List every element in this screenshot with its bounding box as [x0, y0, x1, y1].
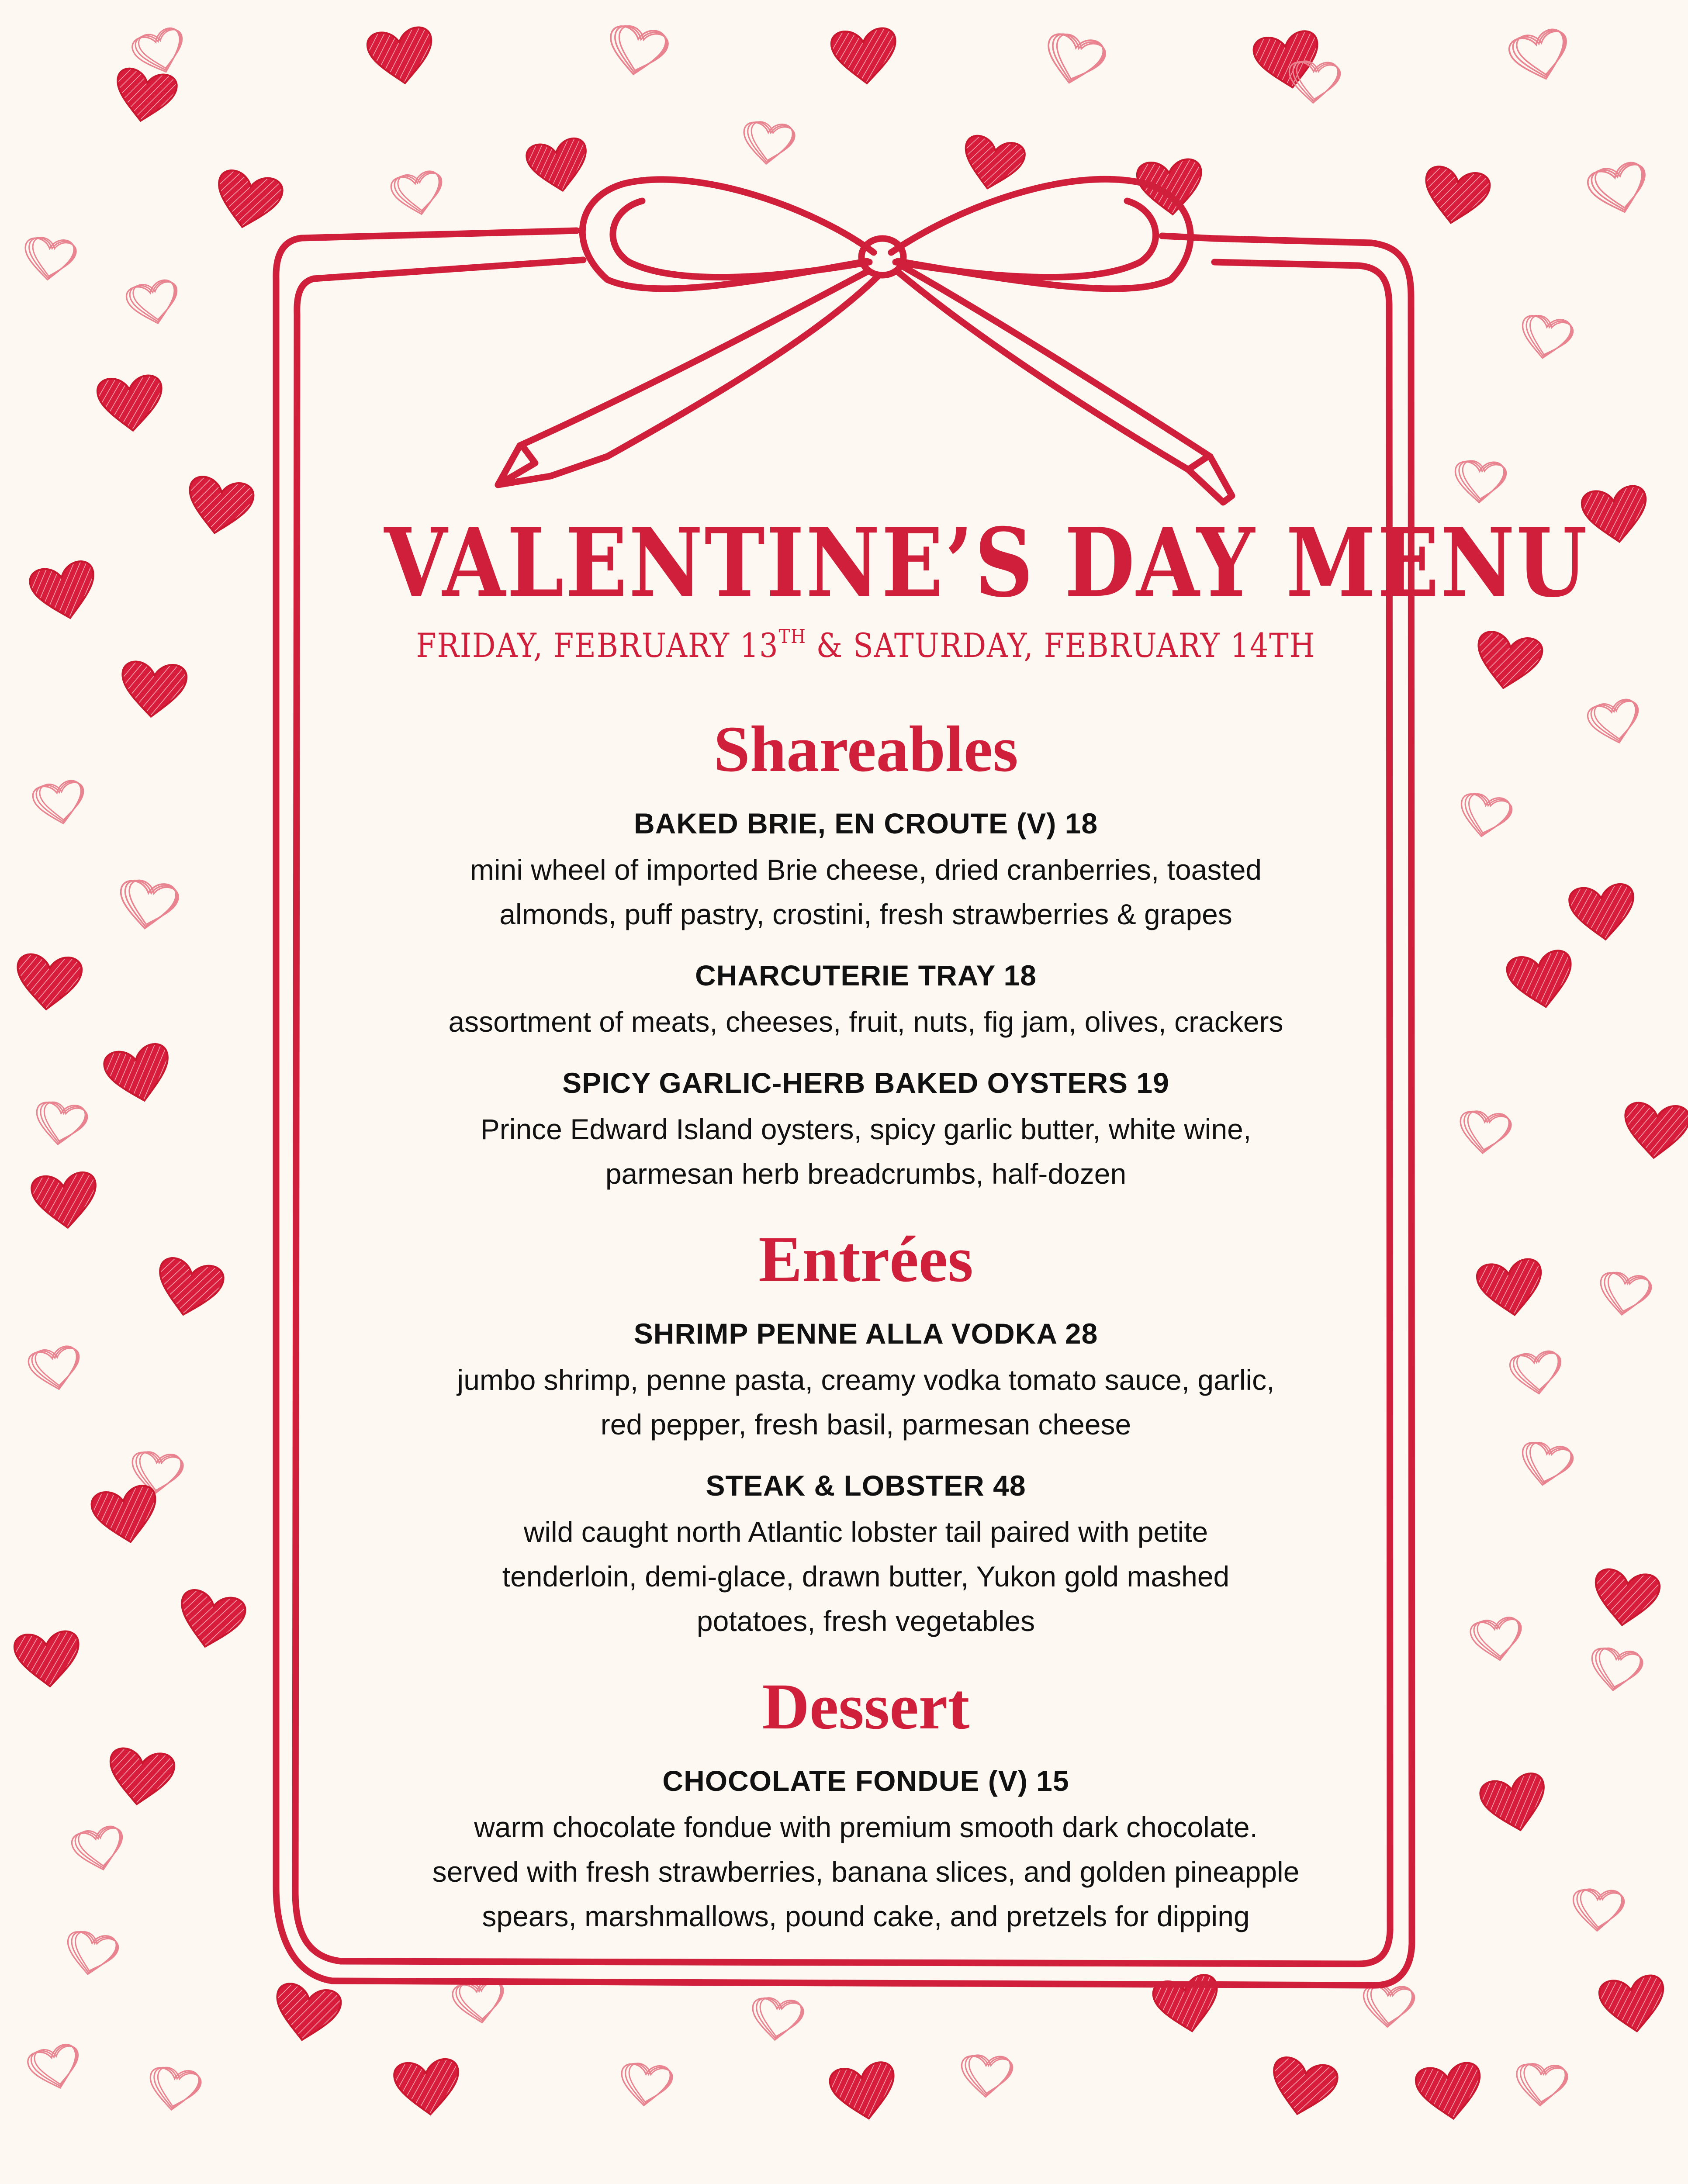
heart-icon — [739, 118, 797, 169]
heart-icon — [1586, 1644, 1645, 1697]
heart-icon — [174, 1588, 248, 1653]
heart-icon — [119, 660, 187, 719]
heart-icon — [603, 21, 671, 82]
heart-icon — [61, 1927, 121, 1981]
heart-icon — [1515, 1438, 1576, 1492]
menu-item-steak-lobster — [306, 1471, 1426, 1643]
menu-item-shrimp-penne — [306, 1319, 1426, 1447]
heart-icon — [389, 169, 446, 220]
item-description-line: tenderloin, demi-glace, drawn butter, Yukon gold mashed — [502, 1560, 1230, 1593]
item-description-line: mini wheel of imported Brie cheese, dried cranberries, toasted — [470, 854, 1262, 886]
heart-icon — [958, 134, 1027, 195]
heart-icon — [617, 2060, 675, 2111]
item-description-line: almonds, puff pastry, crostini, fresh strawberries & grapes — [499, 898, 1232, 930]
item-description — [306, 1805, 1426, 1939]
heart-icon — [1456, 1108, 1513, 1158]
item-name: SPICY GARLIC-HERB BAKED OYSTERS 19 — [562, 1067, 1169, 1099]
heart-icon — [1515, 311, 1576, 365]
item-description-line: potatoes, fresh vegetables — [696, 1605, 1035, 1637]
heart-icon — [145, 2063, 204, 2116]
item-description-line: jumbo shrimp, penne pasta, creamy vodka tomato sauce, garlic, — [457, 1364, 1275, 1396]
heart-icon — [525, 136, 592, 196]
dates-superscript: TH — [778, 625, 806, 648]
item-description-line: spears, marshmallows, pound cake, and pretzels for dipping — [482, 1900, 1250, 1932]
item-name: BAKED BRIE, EN CROUTE (V) 18 — [633, 807, 1098, 840]
item-description-line: red pepper, fresh basil, parmesan cheese — [600, 1408, 1131, 1441]
heart-icon — [90, 1484, 162, 1548]
heart-icon — [1252, 29, 1324, 93]
heart-icon — [451, 1978, 507, 2027]
heart-icon — [1266, 2055, 1340, 2121]
heart-icon — [270, 1982, 343, 2046]
menu-dates — [373, 625, 1359, 665]
item-description — [306, 1358, 1426, 1447]
heart-icon — [97, 374, 165, 433]
heart-icon — [1598, 1974, 1668, 2036]
heart-icon — [1360, 1983, 1416, 2031]
menu-item-chocolate-fondue — [306, 1766, 1426, 1939]
heart-icon — [830, 27, 899, 86]
heart-icon — [1568, 883, 1638, 943]
heart-icon — [102, 1042, 176, 1107]
dates-part-2: & SATURDAY, FEBRUARY 14TH — [806, 626, 1316, 665]
heart-icon — [1419, 165, 1492, 228]
item-name: CHARCUTERIE TRAY 18 — [695, 959, 1037, 992]
heart-icon — [183, 475, 256, 539]
heart-icon — [31, 778, 88, 829]
item-name: STEAK & LOBSTER 48 — [706, 1469, 1026, 1502]
item-description-line: warm chocolate fondue with premium smooth dark chocolate. — [474, 1811, 1258, 1843]
heart-icon — [1513, 2061, 1569, 2110]
heart-icon — [152, 1256, 226, 1321]
heart-icon — [1039, 28, 1109, 92]
item-description-line: served with fresh strawberries, banana slices, and golden pineapple — [432, 1856, 1300, 1888]
heart-icon — [828, 2060, 900, 2124]
heart-icon — [26, 1344, 84, 1395]
heart-icon — [1570, 1887, 1626, 1935]
heart-icon — [31, 1171, 100, 1231]
heart-icon — [393, 2058, 463, 2118]
menu-item-baked-oysters — [306, 1068, 1426, 1196]
item-description-line: assortment of meats, cheeses, fruit, nuts, fig jam, olives, crackers — [448, 1006, 1283, 1038]
dates-part-1: FRIDAY, FEBRUARY 13 — [416, 626, 779, 665]
menu-item-charcuterie-tray — [306, 961, 1426, 1044]
item-description-line: parmesan herb breadcrumbs, half-dozen — [605, 1158, 1127, 1190]
item-description-line: wild caught north Atlantic lobster tail paired with petite — [523, 1516, 1208, 1548]
heart-icon — [1584, 159, 1653, 220]
heart-icon — [14, 953, 83, 1012]
heart-icon — [69, 1824, 128, 1876]
heart-icon — [28, 559, 101, 625]
ribbon-bow-icon — [498, 179, 1232, 502]
item-description — [306, 847, 1426, 936]
heart-icon — [958, 2053, 1014, 2101]
heart-icon — [1469, 1615, 1525, 1664]
menu-content — [306, 507, 1589, 1939]
heart-icon — [1595, 1268, 1654, 1321]
heart-icon — [1505, 949, 1577, 1013]
item-description — [306, 1107, 1426, 1196]
item-description-line: Prince Edward Island oysters, spicy garlic butter, white wine, — [480, 1113, 1252, 1145]
item-name: CHOCOLATE FONDUE (V) 15 — [662, 1765, 1069, 1797]
heart-icon — [1506, 26, 1574, 87]
heart-icon — [748, 1994, 806, 2045]
heart-icon — [1585, 697, 1644, 749]
heart-icon — [25, 2042, 85, 2095]
heart-icon — [1580, 484, 1651, 546]
heart-icon — [1454, 789, 1515, 843]
heart-icon — [1508, 1349, 1564, 1397]
heart-icon — [105, 1747, 176, 1809]
heart-icon — [1472, 630, 1544, 694]
heart-icon — [1622, 1102, 1688, 1161]
heart-icon — [124, 277, 183, 330]
item-description — [306, 999, 1426, 1044]
heart-icon — [366, 26, 436, 88]
heart-icon — [111, 66, 179, 126]
item-description — [306, 1510, 1426, 1643]
section-heading-dessert: Dessert — [762, 1670, 970, 1743]
heart-icon — [1475, 1258, 1546, 1320]
menu-item-baked-brie — [306, 809, 1426, 936]
section-heading-entrees: Entrées — [758, 1223, 973, 1296]
section-heading-shareables: Shareables — [713, 713, 1018, 785]
heart-icon — [1452, 458, 1508, 506]
heart-icon — [21, 234, 78, 285]
heart-icon — [1478, 1771, 1552, 1837]
item-name: SHRIMP PENNE ALLA VODKA 28 — [633, 1317, 1098, 1350]
heart-icon — [114, 876, 181, 935]
heart-icon — [31, 1098, 90, 1151]
heart-icon — [1590, 1568, 1661, 1630]
heart-icon — [14, 1630, 82, 1689]
heart-icon — [1414, 2061, 1485, 2123]
heart-icon — [211, 168, 285, 234]
menu-title: VALENTINE’S DAY MENU — [384, 507, 1589, 618]
